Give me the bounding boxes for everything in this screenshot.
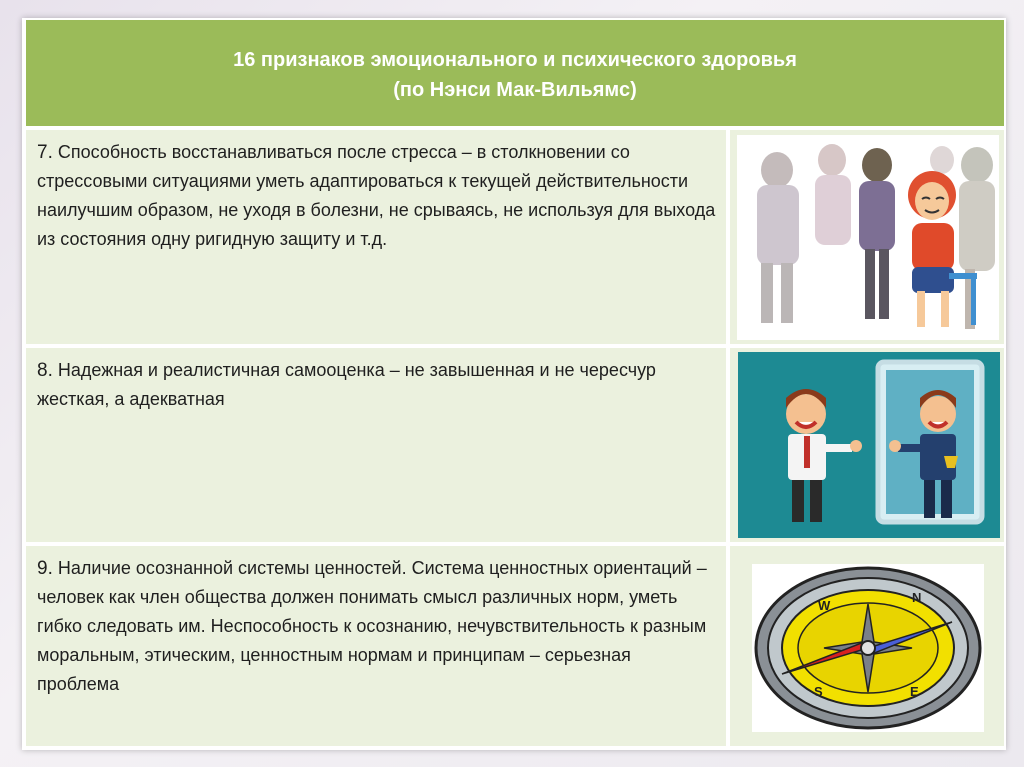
compass-letter-w: W — [818, 598, 831, 613]
compass-letter-n: N — [912, 590, 922, 605]
row-text-cell — [26, 348, 726, 542]
row-text: Наличие осознанной системы ценностей. Система ценностных ориентаций – человек как член общества должен понимать смысл различных норм, уметь гибко следовать им. Неспособность к осознанию, нечувствительность к разным моральным, этическим, ценностным нормам и принципам – серьезная проблема — [37, 558, 707, 694]
man-thumbs-up-mirror-illustration-icon — [738, 352, 1000, 538]
slide-title — [26, 20, 1004, 126]
row-number: 8. — [37, 360, 53, 381]
table-row — [26, 546, 1004, 746]
row-image-cell — [730, 348, 1004, 542]
compass-illustration-icon — [752, 564, 984, 732]
compass-letter-s: S — [814, 684, 823, 699]
row-image-cell — [730, 546, 1004, 746]
table-row — [26, 130, 1004, 344]
table-row — [26, 348, 1004, 542]
compass-letter-e: E — [910, 684, 919, 699]
row-text-cell — [26, 130, 726, 344]
row-text: Способность восстанавливаться после стресса – в столкновении со стрессовыми ситуациями уметь адаптироваться к текущей действительности наилучшим образом, не уходя в болезни, не срываясь, не используя для выхода из состояния одну ригидную защиту и т.д. — [37, 142, 716, 249]
row-text: Надежная и реалистичная самооценка – не завышенная и не чересчур жесткая, а адекватная — [37, 360, 656, 409]
row-text-cell — [26, 546, 726, 746]
title-line-2: (по Нэнси Мак-Вильямс) — [393, 79, 637, 101]
row-image-cell — [730, 130, 1004, 344]
title-line-1: 16 признаков эмоционального и психического здоровья — [233, 49, 797, 71]
row-number: 9. — [37, 558, 53, 579]
calm-woman-among-shouting-people-illustration-icon — [737, 135, 999, 340]
row-number: 7. — [37, 142, 53, 163]
